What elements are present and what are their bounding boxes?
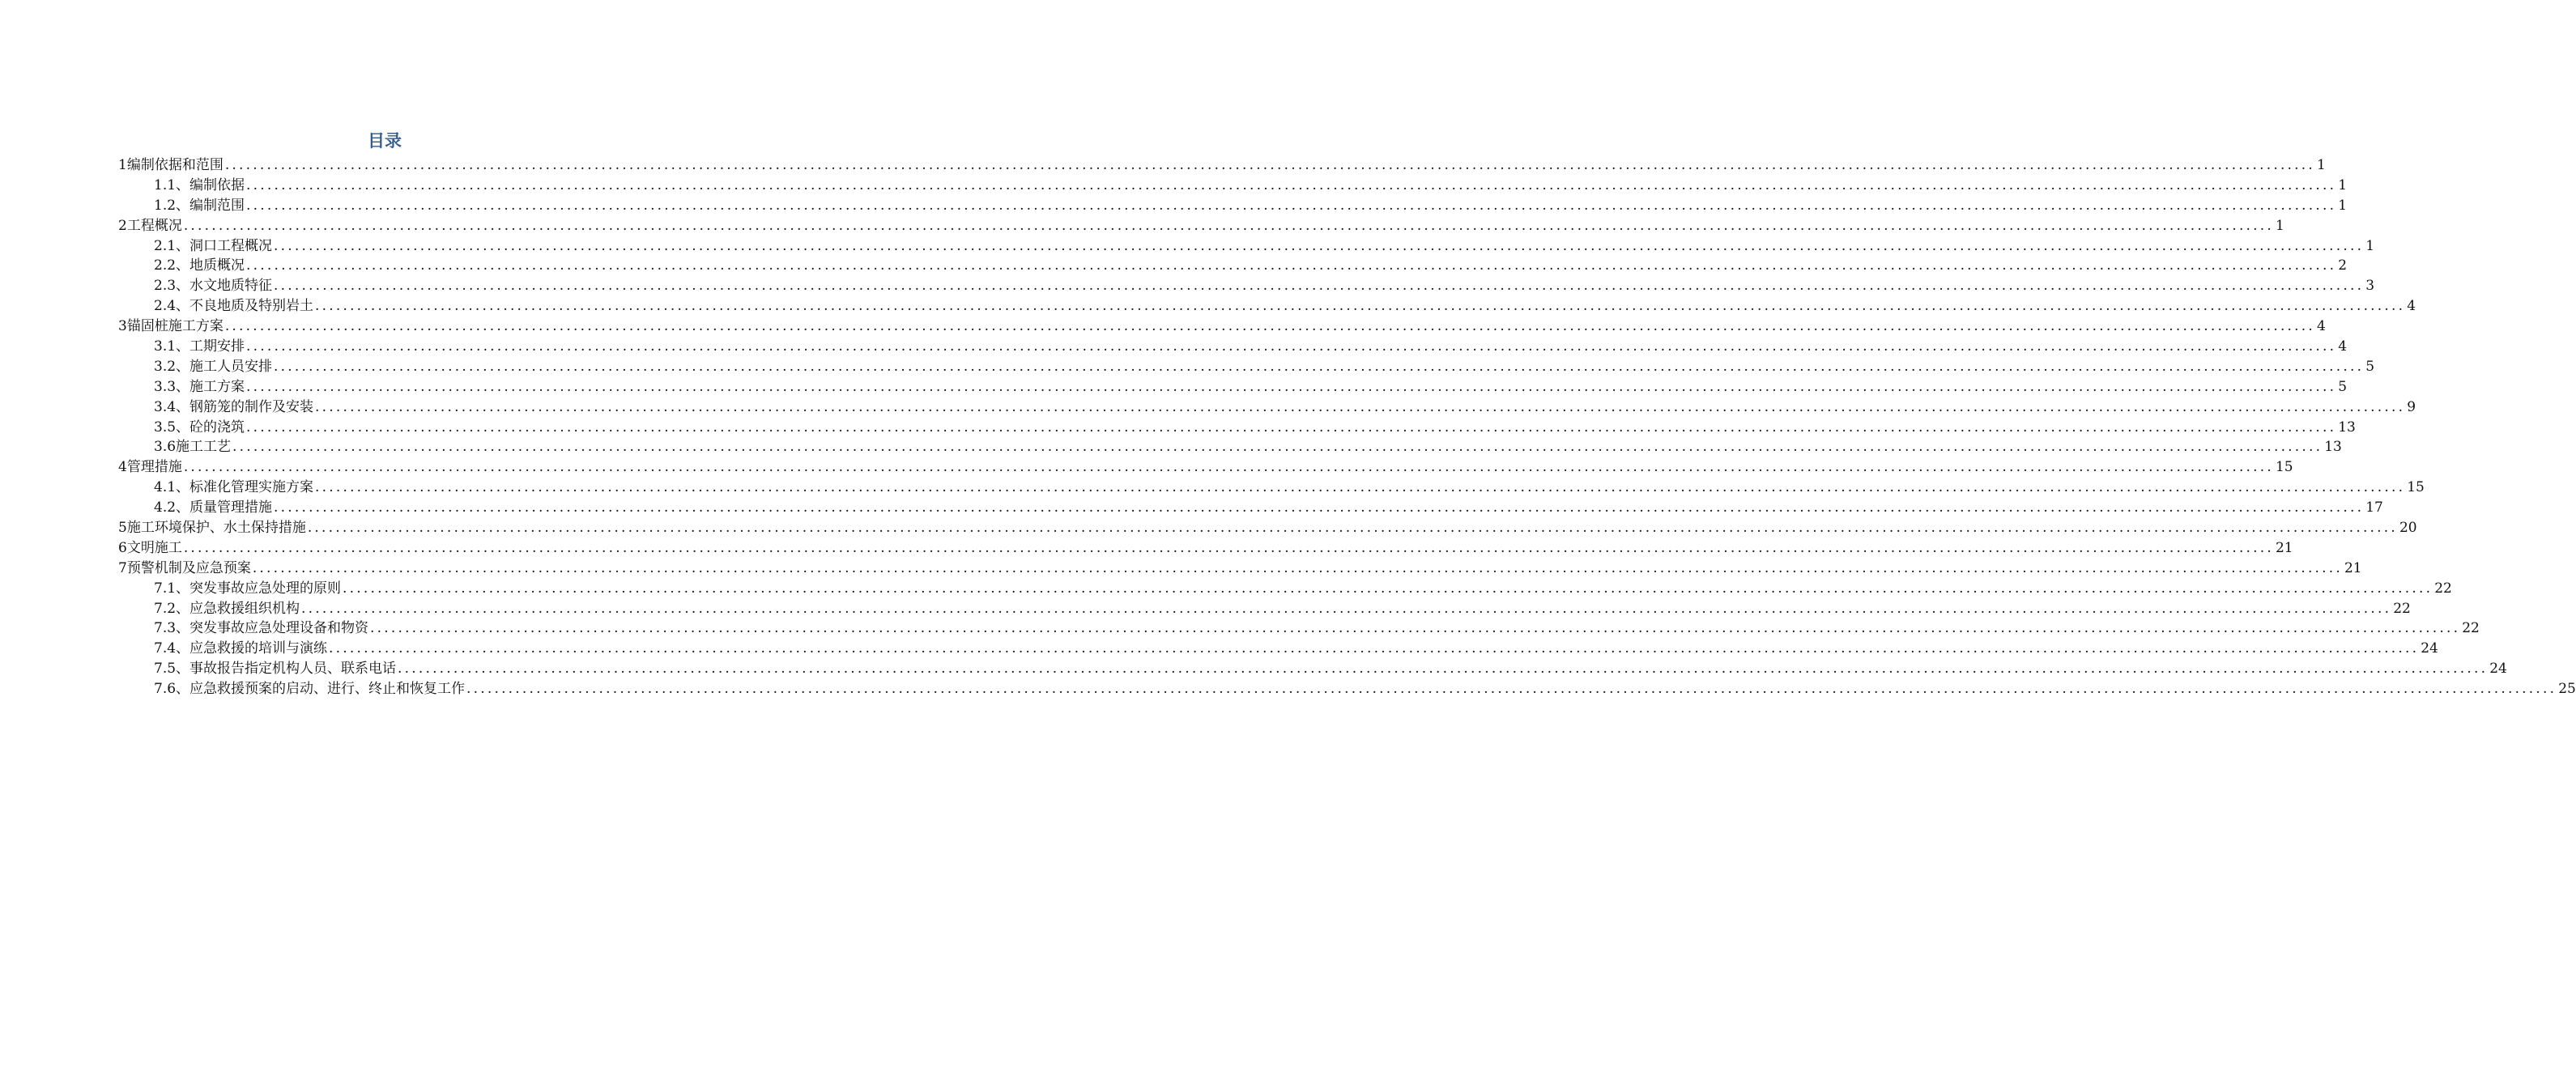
toc-page-number: 4: [2338, 338, 2348, 355]
toc-page-number: 9: [2407, 398, 2416, 415]
toc-page-number: 15: [2407, 479, 2425, 496]
toc-entry[interactable]: [118, 337, 2348, 357]
toc-entry[interactable]: [118, 276, 2375, 296]
toc-leader-dots: ............................................................................................................................................................................................................................................................................................................: [343, 580, 2433, 597]
toc-entry[interactable]: [118, 579, 2452, 599]
toc-leader-dots: ............................................................................................................................................................................................................................................................................................................: [466, 681, 2557, 698]
toc-page-number: 22: [2393, 600, 2411, 617]
toc-leader-dots: ............................................................................................................................................................................................................................................................................................................: [274, 499, 2365, 516]
toc-page-number: 24: [2421, 640, 2438, 657]
toc-page-number: 24: [2489, 661, 2507, 678]
toc-entry-text: 7.1、突发事故应急处理的原则: [154, 580, 342, 597]
toc-entry[interactable]: [118, 437, 2342, 457]
toc-leader-dots: ............................................................................................................................................................................................................................................................................................................: [315, 298, 2406, 315]
toc-page-number: 1: [2316, 157, 2326, 173]
toc-entry[interactable]: [118, 317, 2326, 337]
toc-leader-dots: ............................................................................................................................................................................................................................................................................................................: [274, 237, 2365, 254]
toc-entry[interactable]: [118, 457, 2293, 478]
toc-page-number: 4: [2316, 318, 2326, 335]
toc-leader-dots: ............................................................................................................................................................................................................................................................................................................: [246, 378, 2337, 395]
toc-page-number: 5: [2365, 358, 2375, 375]
toc-page-number: 22: [2434, 580, 2452, 597]
toc-entry-text: 1编制依据和范围: [118, 157, 224, 173]
toc-leader-dots: ............................................................................................................................................................................................................................................................................................................: [246, 197, 2337, 214]
toc-entry-text: 2.4、不良地质及特别岩土: [154, 298, 314, 315]
toc-entry-text: 6文明施工: [118, 539, 182, 556]
toc-entry-text: 4.2、质量管理措施: [154, 499, 273, 516]
toc-page-number: 13: [2338, 419, 2356, 436]
toc-leader-dots: ............................................................................................................................................................................................................................................................................................................: [246, 176, 2337, 193]
toc-leader-dots: ............................................................................................................................................................................................................................................................................................................: [274, 278, 2365, 295]
toc-entry-text: 2.2、地质概况: [154, 257, 245, 274]
toc-leader-dots: ............................................................................................................................................................................................................................................................................................................: [301, 600, 2392, 617]
toc-entry[interactable]: [118, 176, 2348, 196]
toc-leader-dots: ............................................................................................................................................................................................................................................................................................................: [370, 620, 2461, 637]
toc-entry-text: 2工程概况: [118, 217, 182, 234]
toc-leader-dots: ............................................................................................................................................................................................................................................................................................................: [224, 157, 2315, 173]
toc-entry-text: 7.5、事故报告指定机构人员、联系电话: [154, 661, 397, 678]
toc-page-number: 1: [2338, 197, 2348, 214]
toc-leader-dots: ............................................................................................................................................................................................................................................................................................................: [246, 419, 2337, 436]
toc-entry-text: 4.1、标准化管理实施方案: [154, 479, 314, 496]
toc-entry-text: 2.3、水文地质特征: [154, 278, 273, 295]
toc-leader-dots: ............................................................................................................................................................................................................................................................................................................: [307, 520, 2398, 537]
toc-entry-text: 7.6、应急救援预案的启动、进行、终止和恢复工作: [154, 681, 466, 698]
toc-entry[interactable]: [118, 418, 2356, 438]
toc-entry[interactable]: [118, 498, 2383, 518]
toc-entry-text: 3.2、施工人员安排: [154, 358, 273, 375]
toc-leader-dots: ............................................................................................................................................................................................................................................................................................................: [183, 217, 2274, 234]
toc-entry[interactable]: [118, 639, 2438, 659]
toc-entry[interactable]: [118, 538, 2293, 559]
toc-entry[interactable]: [118, 357, 2375, 377]
toc-list: [118, 155, 2576, 699]
toc-entry-text: 5施工环境保护、水土保持措施: [118, 520, 306, 537]
toc-entry-text: 1.1、编制依据: [154, 176, 245, 193]
toc-page-number: 1: [2338, 176, 2348, 193]
toc-entry-text: 3.6施工工艺: [154, 439, 232, 456]
toc-title: 目录: [368, 131, 402, 151]
toc-entry[interactable]: [118, 256, 2348, 276]
toc-leader-dots: ............................................................................................................................................................................................................................................................................................................: [315, 398, 2406, 415]
toc-page-number: 4: [2407, 298, 2416, 315]
toc-entry[interactable]: [118, 377, 2348, 397]
toc-page-number: 21: [2344, 559, 2362, 576]
toc-entry-text: 1.2、编制范围: [154, 197, 245, 214]
toc-leader-dots: ............................................................................................................................................................................................................................................................................................................: [398, 661, 2489, 678]
toc-page-number: 22: [2462, 620, 2480, 637]
toc-entry[interactable]: [118, 518, 2417, 538]
toc-leader-dots: ............................................................................................................................................................................................................................................................................................................: [315, 479, 2406, 496]
toc-entry-text: 4管理措施: [118, 459, 182, 476]
toc-page-number: 13: [2324, 439, 2342, 456]
toc-leader-dots: ............................................................................................................................................................................................................................................................................................................: [274, 358, 2365, 375]
toc-entry-text: 3.1、工期安排: [154, 338, 245, 355]
toc-entry-text: 7.4、应急救援的培训与演练: [154, 640, 328, 657]
toc-page-number: 21: [2275, 539, 2293, 556]
toc-entry[interactable]: [118, 296, 2416, 317]
toc-leader-dots: ............................................................................................................................................................................................................................................................................................................: [232, 439, 2323, 456]
toc-entry-text: 7.3、突发事故应急处理设备和物资: [154, 620, 369, 637]
toc-entry[interactable]: [118, 659, 2507, 679]
toc-entry-text: 7.2、应急救援组织机构: [154, 600, 300, 617]
toc-leader-dots: ............................................................................................................................................................................................................................................................................................................: [183, 459, 2274, 476]
toc-entry[interactable]: [118, 216, 2284, 236]
toc-page-number: 1: [2365, 237, 2375, 254]
toc-leader-dots: ............................................................................................................................................................................................................................................................................................................: [224, 318, 2315, 335]
toc-leader-dots: ............................................................................................................................................................................................................................................................................................................: [246, 338, 2337, 355]
toc-leader-dots: ............................................................................................................................................................................................................................................................................................................: [329, 640, 2420, 657]
toc-entry-text: 7预警机制及应急预案: [118, 559, 251, 576]
toc-page-number: 3: [2365, 278, 2375, 295]
toc-entry[interactable]: [118, 679, 2576, 699]
toc-entry-text: 3.4、钢筋笼的制作及安装: [154, 398, 314, 415]
toc-page-number: 1: [2275, 217, 2284, 234]
toc-entry[interactable]: [118, 236, 2375, 257]
toc-entry[interactable]: [118, 155, 2326, 176]
toc-entry[interactable]: [118, 196, 2348, 216]
toc-page-number: 2: [2338, 257, 2348, 274]
toc-entry[interactable]: [118, 618, 2480, 639]
toc-leader-dots: ............................................................................................................................................................................................................................................................................................................: [246, 257, 2337, 274]
toc-page-number: 20: [2399, 520, 2417, 537]
toc-leader-dots: ............................................................................................................................................................................................................................................................................................................: [252, 559, 2343, 576]
toc-entry[interactable]: [118, 599, 2411, 619]
toc-page-number: 25: [2558, 681, 2576, 698]
toc-page-number: 17: [2365, 499, 2383, 516]
toc-entry[interactable]: [118, 397, 2416, 418]
toc-entry[interactable]: [118, 559, 2362, 579]
toc-entry-text: 3锚固桩施工方案: [118, 318, 224, 335]
toc-page-number: 15: [2275, 459, 2293, 476]
toc-entry[interactable]: [118, 478, 2425, 498]
toc-entry-text: 3.3、施工方案: [154, 378, 245, 395]
toc-leader-dots: ............................................................................................................................................................................................................................................................................................................: [183, 539, 2274, 556]
toc-entry-text: 3.5、砼的浇筑: [154, 419, 245, 436]
toc-entry-text: 2.1、洞口工程概况: [154, 237, 273, 254]
toc-page-number: 5: [2338, 378, 2348, 395]
